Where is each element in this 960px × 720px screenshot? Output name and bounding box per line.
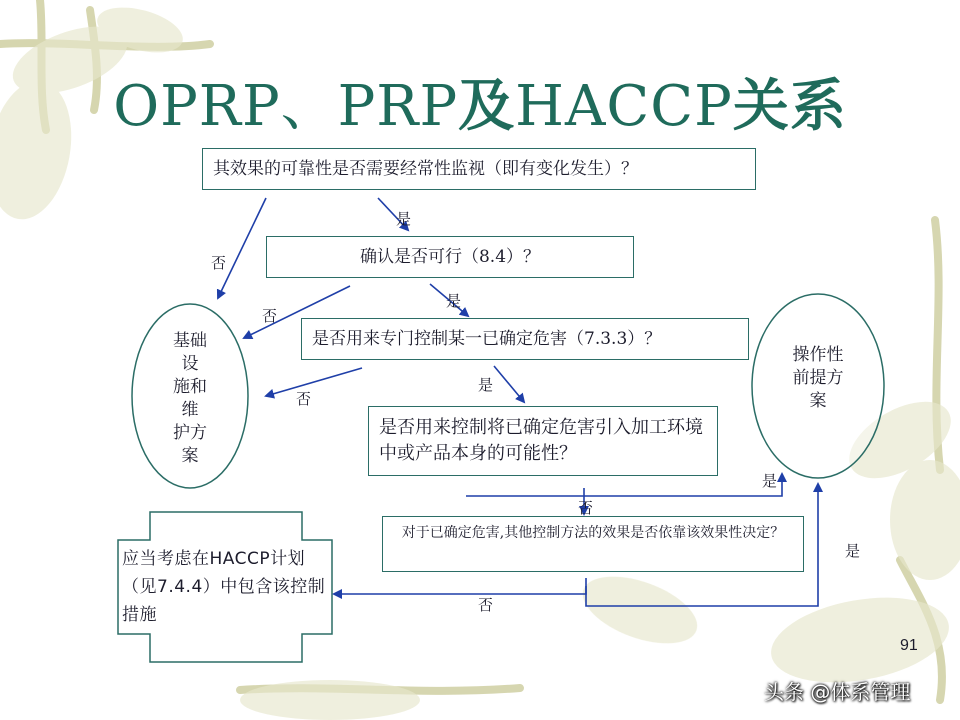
- label-yes-5: 是: [845, 542, 861, 560]
- question-introduction-text: 是否用来控制将已确定危害引入加工环境中或产品本身的可能性？: [379, 417, 703, 464]
- page-number: 91: [900, 637, 918, 654]
- title-part-latin2: HACCP: [515, 74, 733, 139]
- label-no-3: 否: [296, 390, 312, 408]
- title-part-latin: OPRP、PRP: [113, 74, 459, 139]
- label-yes-1: 是: [396, 210, 412, 228]
- title-part-cjk: 及: [458, 74, 516, 139]
- question-specific-hazard-text: 是否用来专门控制某一已确定危害（7.3.3）？: [312, 329, 662, 349]
- label-yes-3: 是: [478, 376, 494, 394]
- question-monitoring-text: 其效果的可靠性是否需要经常性监视（即有变化发生）？: [213, 159, 638, 179]
- label-no-4: 否: [578, 499, 594, 517]
- title-part-cjk2: 关系: [732, 74, 847, 139]
- arrow-q3-no: [266, 368, 362, 396]
- question-feasibility-box: [266, 236, 634, 278]
- question-monitoring-box: [202, 148, 756, 190]
- haccp-plan-label: 应当考虑在HACCP计划（见7.4.4）中包含该控制措施: [122, 549, 326, 625]
- question-specific-hazard-box: [301, 318, 749, 360]
- question-introduction-box: [368, 406, 718, 476]
- arrow-q3-yes: [494, 366, 524, 402]
- arrow-q5-no: [334, 578, 586, 594]
- label-yes-2: 是: [446, 292, 462, 310]
- label-no-5: 否: [478, 596, 494, 614]
- arrow-q4-yes: [466, 474, 782, 496]
- prp-label: 基础 设 施和 维 护方 案: [173, 331, 207, 466]
- oprp-label: 操作性 前提方 案: [792, 345, 844, 411]
- label-no-1: 否: [211, 254, 227, 272]
- label-no-2: 否: [262, 307, 278, 325]
- label-yes-4: 是: [762, 472, 778, 490]
- question-other-controls-text: 对于已确定危害,其他控制方法的效果是否依靠该效果性决定？: [401, 525, 785, 541]
- arrow-q1-no: [218, 198, 266, 298]
- watermark: 头条 @体系管理: [764, 680, 911, 704]
- question-feasibility-text: 确认是否可行（8.4）？: [359, 247, 541, 267]
- question-other-controls-box: [382, 516, 804, 572]
